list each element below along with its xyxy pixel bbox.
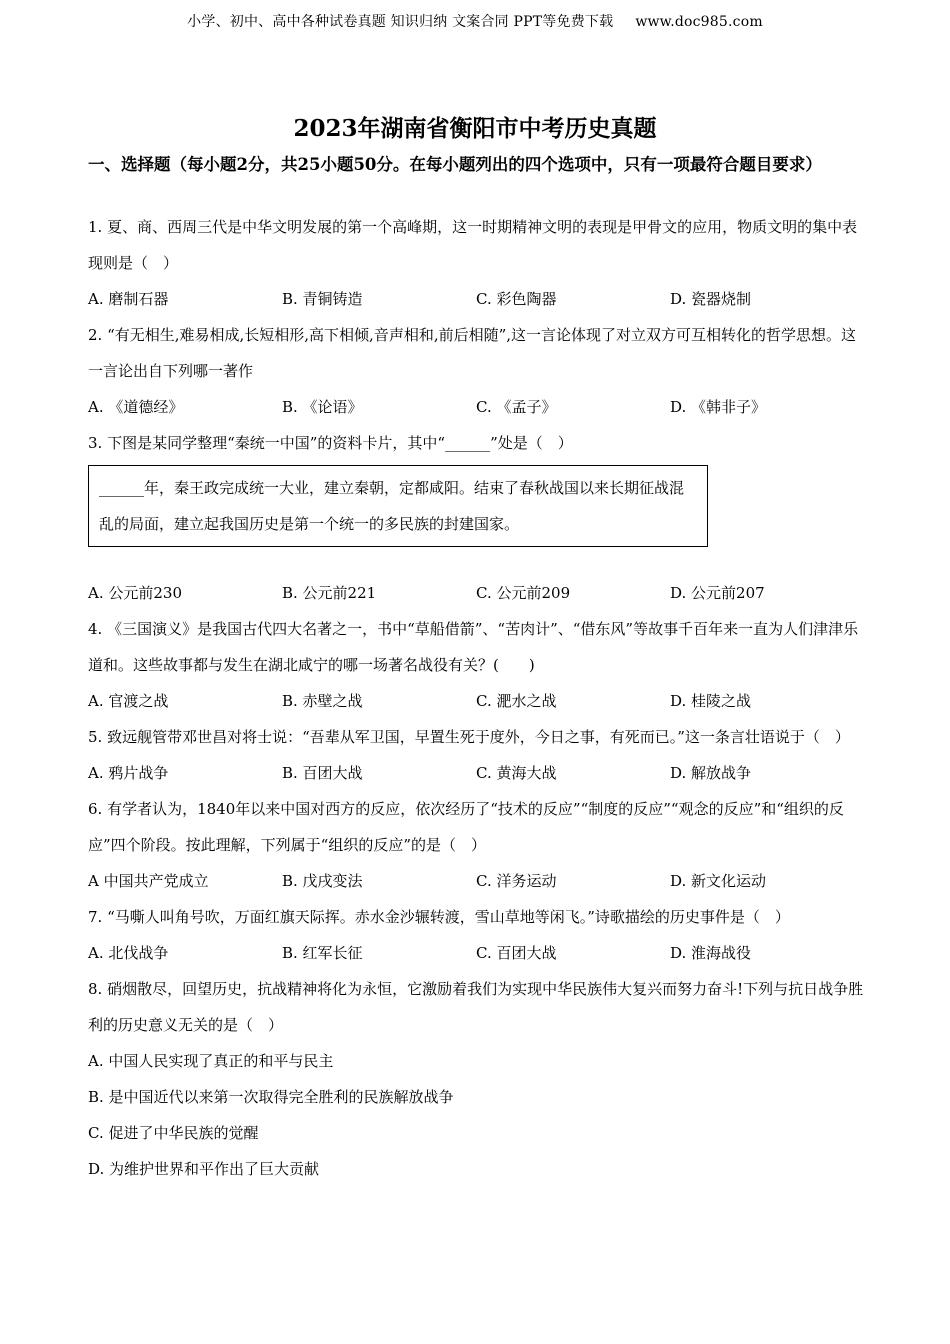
header-link[interactable]: www.doc985.com (635, 14, 763, 30)
option-b: B. 戊戌变法 (282, 872, 363, 890)
options-row (88, 575, 868, 611)
question-stem: 4. 《三国演义》是我国古代四大名著之一，书中“草船借箭”、“苦肉计”、“借东风”等故事千百年来一直为人们津津乐道和。这些故事都与发生在湖北咸宁的哪一场著名战役有关？( ) (88, 620, 859, 674)
option-a: A. 磨制石器 (88, 290, 169, 308)
question-8 (88, 971, 868, 1187)
section-heading: 一、选择题（每小题2分，共25小题50分。在每小题列出的四个选项中，只有一项最符合题目要求） (88, 155, 822, 174)
question-2 (88, 317, 868, 425)
option-b: B. 红军长征 (282, 944, 363, 962)
question-stem: 6. 有学者认为，1840年以来中国对西方的反应，依次经历了“技术的反应”“制度的反应”“观念的反应”和“组织的反应”四个阶段。按此理解，下列属于“组织的反应”的是（ ） (88, 800, 844, 854)
option-b: B. 公元前221 (282, 584, 377, 602)
options-row (88, 935, 868, 971)
options-row (88, 683, 868, 719)
option-a: A 中国共产党成立 (88, 872, 209, 890)
option-c: C. 促进了中华民族的觉醒 (88, 1124, 259, 1142)
page-header (0, 11, 950, 31)
option-c: C. 百团大战 (476, 944, 557, 962)
option-c: C. 彩色陶器 (476, 290, 557, 308)
options-row (88, 281, 868, 317)
option-d: D. 解放战争 (670, 764, 752, 782)
option-c: C. 黄海大战 (476, 764, 557, 782)
option-c: C. 洋务运动 (476, 872, 557, 890)
header-text: 小学、初中、高中各种试卷真题 知识归纳 文案合同 PPT等免费下载 (187, 14, 614, 30)
page-title: 2023年湖南省衡阳市中考历史真题 (293, 115, 657, 142)
question-6 (88, 791, 868, 899)
option-a: A. 中国人民实现了真正的和平与民主 (88, 1052, 334, 1070)
question-4 (88, 611, 868, 719)
question-stem: 8. 硝烟散尽，回望历史，抗战精神将化为永恒，它激励着我们为实现中华民族伟大复兴而努力奋斗!下列与抗日战争胜利的历史意义无关的是（ ） (88, 980, 864, 1034)
info-card: ______年，秦王政完成统一大业，建立秦朝，定都咸阳。结束了春秋战国以来长期征战混乱的局面，建立起我国历史是第一个统一的多民族的封建国家。 (88, 465, 708, 547)
question-stem: 3. 下图是某同学整理“秦统一中国”的资料卡片，其中“______”处是（ ） (88, 434, 573, 452)
options-row (88, 755, 868, 791)
question-3 (88, 425, 868, 611)
option-d: D. 淮海战役 (670, 944, 752, 962)
question-stem: 1. 夏、商、西周三代是中华文明发展的第一个高峰期，这一时期精神文明的表现是甲骨文的应用，物质文明的集中表现则是（ ） (88, 218, 858, 272)
question-1 (88, 209, 868, 317)
question-stem: 5. 致远舰管带邓世昌对将士说：“吾辈从军卫国，早置生死于度外，今日之事，有死而已。”这一条言壮语说于（ ） (88, 728, 850, 746)
questions-list (88, 209, 868, 1187)
option-c: C. 公元前209 (476, 584, 571, 602)
option-d: D. 为维护世界和平作出了巨大贡献 (88, 1160, 320, 1178)
question-7 (88, 899, 868, 971)
question-stem: 7. “马嘶人叫角号吹，万面红旗天际挥。赤水金沙辗转渡，雪山草地等闲飞。”诗歌描绘的历史事件是（ ） (88, 908, 790, 926)
option-a: A. 北伐战争 (88, 944, 169, 962)
option-d: D. 《韩非子》 (670, 398, 767, 416)
option-b: B. 青铜铸造 (282, 290, 363, 308)
option-d: D. 公元前207 (670, 584, 765, 602)
option-a: A. 公元前230 (88, 584, 182, 602)
options-row (88, 863, 868, 899)
option-a: A. 官渡之战 (88, 692, 169, 710)
option-b: B. 百团大战 (282, 764, 363, 782)
option-d: D. 瓷器烧制 (670, 290, 752, 308)
option-c: C. 《孟子》 (476, 398, 557, 416)
question-5 (88, 719, 868, 791)
options-row (88, 1043, 868, 1187)
option-a: A. 《道德经》 (88, 398, 184, 416)
option-b: B. 《论语》 (282, 398, 363, 416)
option-b: B. 是中国近代以来第一次取得完全胜利的民族解放战争 (88, 1088, 454, 1106)
option-b: B. 赤壁之战 (282, 692, 363, 710)
option-a: A. 鸦片战争 (88, 764, 169, 782)
option-d: D. 桂陵之战 (670, 692, 752, 710)
question-stem: 2. “有无相生,难易相成,长短相形,高下相倾,音声相和,前后相随”,这一言论体现了对立双方可互相转化的哲学思想。这一言论出自下列哪一著作 (88, 326, 857, 380)
option-d: D. 新文化运动 (670, 872, 767, 890)
option-c: C. 淝水之战 (476, 692, 557, 710)
options-row (88, 389, 868, 425)
